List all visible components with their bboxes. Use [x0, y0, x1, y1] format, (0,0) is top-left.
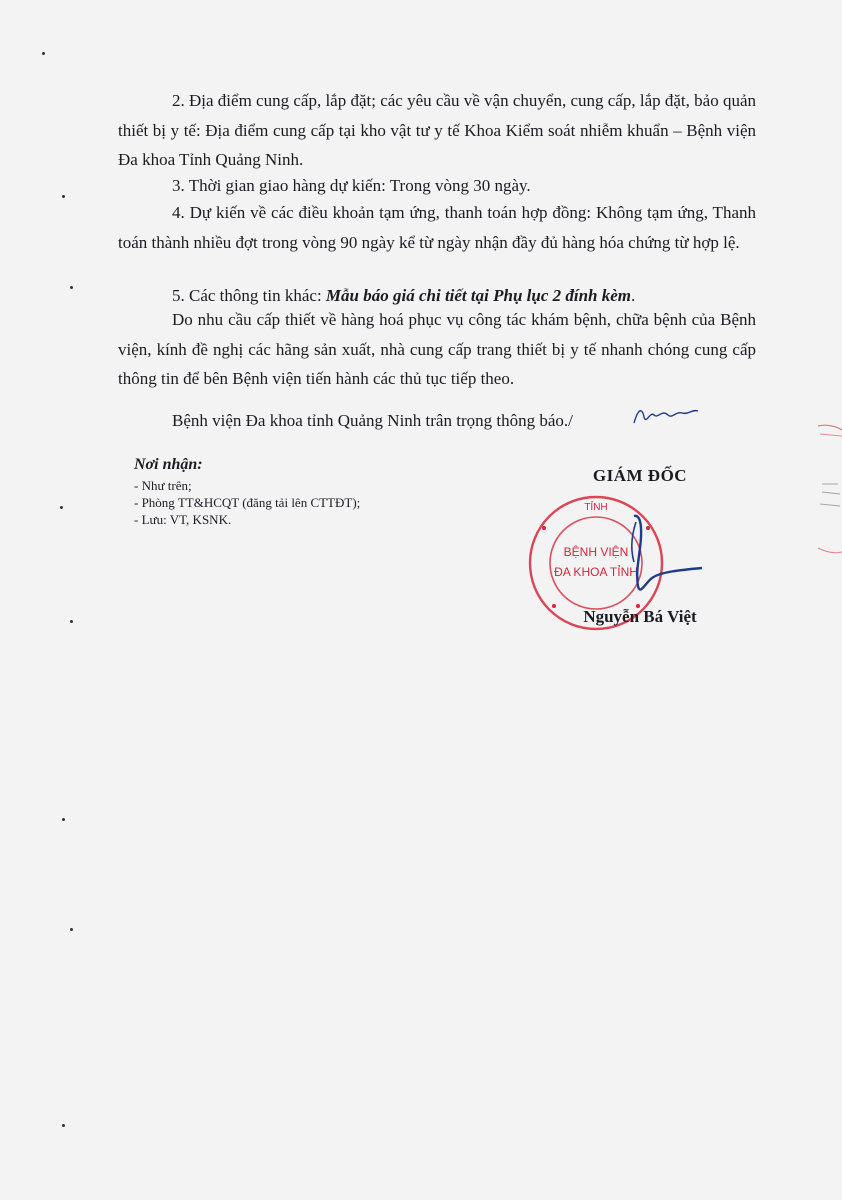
stamp-top-text: TỈNH — [584, 502, 608, 513]
scan-dot — [42, 52, 45, 55]
closing-paragraph: Bệnh viện Đa khoa tỉnh Quảng Ninh trân trọng thông báo./ — [172, 411, 573, 430]
recipient-item: - Như trên; — [134, 478, 192, 493]
scan-dot — [62, 195, 65, 198]
recipient-item: - Phòng TT&HCQT (đăng tải lên CTTĐT); — [134, 495, 361, 510]
initials-signature — [632, 403, 702, 427]
edge-stamp-fragment — [808, 420, 842, 580]
director-title: GIÁM ĐỐC — [592, 466, 688, 485]
scan-dot — [60, 506, 63, 509]
recipients-title: Nơi nhận: — [134, 456, 203, 473]
scan-dot — [62, 818, 65, 821]
scan-dot — [70, 286, 73, 289]
stamp-line-2: ĐA KHOA TỈNH — [554, 565, 638, 579]
item-4-paragraph: 4. Dự kiến về các điều khoản tạm ứng, thanh toán hợp đồng: Không tạm ứng, Thanh toán thành nhiều đợt trong vòng 90 ngày kể từ ngày nhận đầy đủ hàng hóa chứng từ hợp lệ. — [118, 203, 756, 252]
item-3-paragraph: 3. Thời gian giao hàng dự kiến: Trong vòng 30 ngày. — [172, 176, 531, 195]
item-5-emphasis: Mẫu báo giá chi tiết tại Phụ lục 2 đính kèm — [325, 286, 632, 305]
item-5-prefix: 5. Các thông tin khác: — [172, 286, 326, 305]
recipients-block — [118, 454, 448, 528]
request-paragraph: Do nhu cầu cấp thiết về hàng hoá phục vụ công tác khám bệnh, chữa bệnh của Bệnh viện, kính đề nghị các hãng sản xuất, nhà cung cấp trang thiết bị y tế nhanh chóng cung cấp thông tin để bên Bệnh viện tiến hành các thủ tục tiếp theo. — [118, 310, 756, 388]
item-5-suffix: . — [631, 286, 636, 305]
signer-name: Nguyễn Bá Việt — [583, 607, 697, 626]
director-signature — [596, 512, 706, 612]
scan-dot — [70, 620, 73, 623]
stamp-line-1: BỆNH VIỆN — [563, 545, 629, 559]
scan-dot — [62, 1124, 65, 1127]
scan-dot — [70, 928, 73, 931]
recipient-item: - Lưu: VT, KSNK. — [134, 512, 232, 527]
item-2-paragraph: 2. Địa điểm cung cấp, lắp đặt; các yêu cầu về vận chuyển, cung cấp, lắp đặt, bảo quản thiết bị y tế: Địa điểm cung cấp tại kho vật tư y tế Khoa Kiểm soát nhiễm khuẩn – Bệnh viện Đa khoa Tỉnh Quảng Ninh. — [118, 91, 756, 169]
